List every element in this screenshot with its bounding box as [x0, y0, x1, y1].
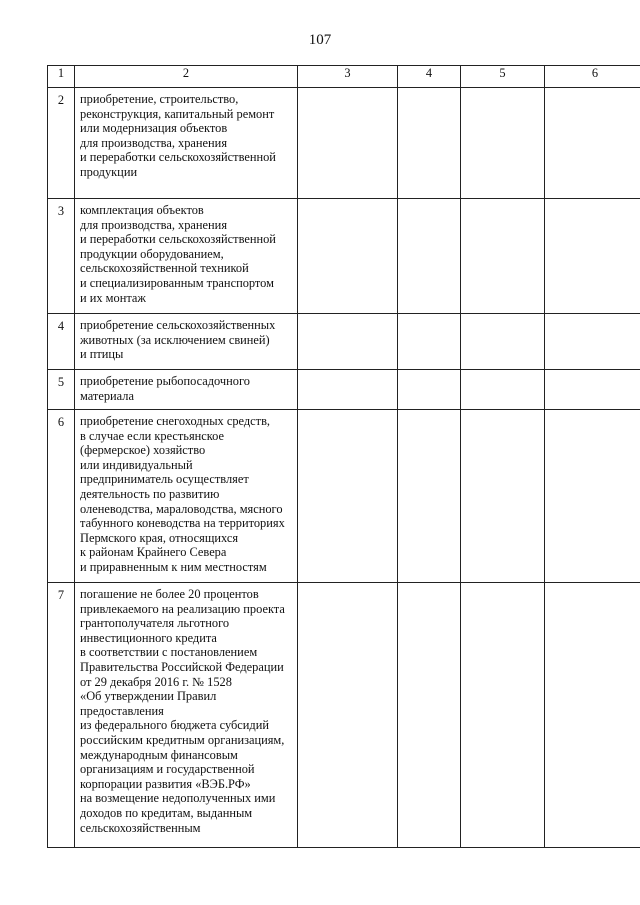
value-cell: [461, 199, 545, 314]
value-cell: [298, 583, 398, 848]
value-cell: [298, 370, 398, 410]
value-cell: [298, 410, 398, 583]
row-description: погашение не более 20 процентов привлекаемого на реализацию проекта грантополучателя льготного инвестиционного кредита в соответствии с постановлением Правительства Российской Федерации от 29 декабря 2016 г. № 1528 «Об утверждении Правил предоставления из федерального бюджета субсидий российским кредитным организациям, международным финансовым организациям и государственной корпорации развития «ВЭБ.РФ» на возмещение недополученных ими доходов по кредитам, выданным сельскохозяйственным: [75, 583, 298, 848]
value-cell: [545, 410, 640, 583]
table-header-row: [48, 66, 640, 88]
table-row: [48, 370, 640, 410]
header-cell-1: 1: [48, 66, 75, 88]
table-row: [48, 314, 640, 370]
row-number: 5: [48, 370, 75, 410]
value-cell: [398, 88, 461, 199]
value-cell: [545, 199, 640, 314]
row-description: приобретение снегоходных средств, в случае если крестьянское (фермерское) хозяйство или индивидуальный предприниматель осуществляет деятельность по развитию оленеводства, мараловодства, мясного табунного коневодства на территориях Пермского края, относящихся к районам Крайнего Севера и приравненным к ним местностям: [75, 410, 298, 583]
row-description: приобретение, строительство, реконструкция, капитальный ремонт или модернизация объектов для производства, хранения и переработки сельскохозяйственной продукции: [75, 88, 298, 199]
value-cell: [398, 370, 461, 410]
row-number: 3: [48, 199, 75, 314]
value-cell: [461, 370, 545, 410]
table-row: [48, 88, 640, 199]
header-cell-3: 3: [298, 66, 398, 88]
value-cell: [545, 88, 640, 199]
value-cell: [398, 314, 461, 370]
grant-expense-table: [47, 65, 640, 848]
table-row: [48, 410, 640, 583]
row-description: приобретение рыбопосадочного материала: [75, 370, 298, 410]
page-number: 107: [308, 32, 332, 48]
value-cell: [461, 88, 545, 199]
value-cell: [545, 583, 640, 848]
value-cell: [545, 370, 640, 410]
header-cell-5: 5: [461, 66, 545, 88]
value-cell: [298, 88, 398, 199]
row-number: 4: [48, 314, 75, 370]
value-cell: [298, 314, 398, 370]
value-cell: [398, 583, 461, 848]
header-cell-6: 6: [545, 66, 640, 88]
value-cell: [461, 410, 545, 583]
row-number: 6: [48, 410, 75, 583]
value-cell: [461, 314, 545, 370]
header-cell-4: 4: [398, 66, 461, 88]
value-cell: [398, 410, 461, 583]
table-row: [48, 583, 640, 848]
value-cell: [298, 199, 398, 314]
row-description: комплектация объектов для производства, хранения и переработки сельскохозяйственной продукции оборудованием, сельскохозяйственной техникой и специализированным транспортом и их монтаж: [75, 199, 298, 314]
row-number: 2: [48, 88, 75, 199]
row-number: 7: [48, 583, 75, 848]
value-cell: [545, 314, 640, 370]
table-row: [48, 199, 640, 314]
row-description: приобретение сельскохозяйственных животных (за исключением свиней) и птицы: [75, 314, 298, 370]
value-cell: [398, 199, 461, 314]
header-cell-2: 2: [75, 66, 298, 88]
value-cell: [461, 583, 545, 848]
